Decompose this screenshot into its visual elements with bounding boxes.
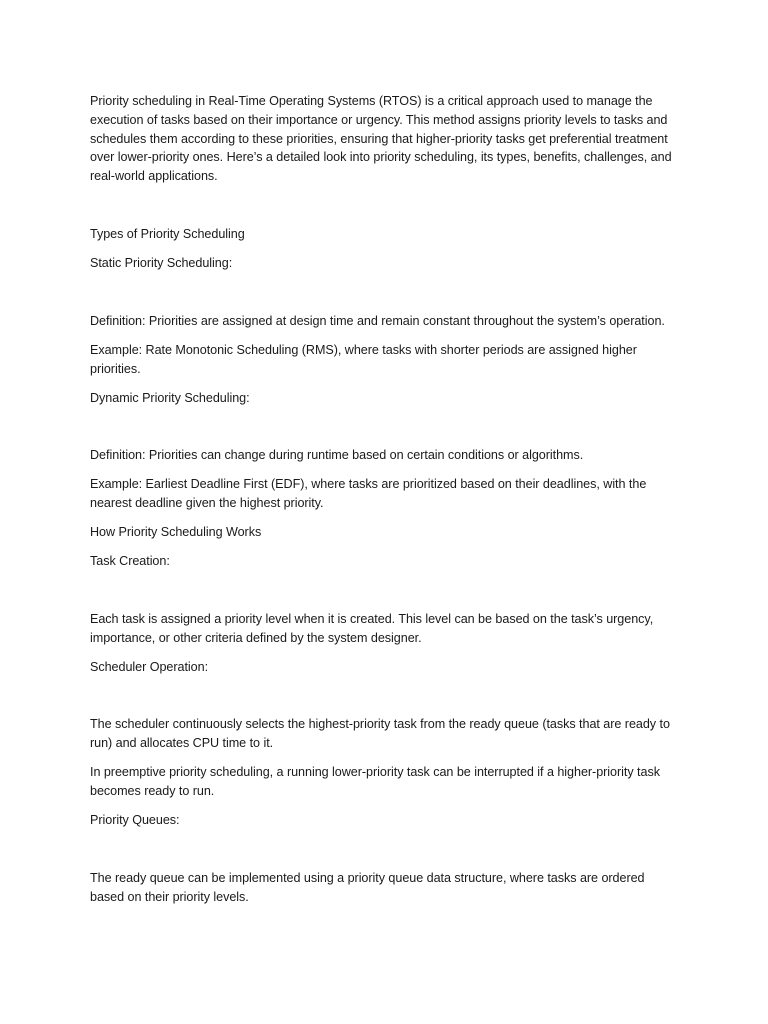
subheading-static-priority: Static Priority Scheduling:: [90, 255, 233, 270]
subheading-scheduler-operation: Scheduler Operation:: [90, 659, 209, 674]
static-example-paragraph: Example: Rate Monotonic Scheduling (RMS), where tasks with shorter periods are assigned higher priorities.: [90, 342, 637, 376]
priority-queues-paragraph: The ready queue can be implemented using a priority queue data structure, where tasks are ordered based on their priority levels.: [90, 870, 645, 904]
subheading-dynamic-priority: Dynamic Priority Scheduling:: [90, 390, 250, 405]
subheading-task-creation: Task Creation:: [90, 554, 170, 569]
preemptive-paragraph: In preemptive priority scheduling, a running lower-priority task can be interrupted if a higher-priority task becomes ready to run.: [90, 765, 660, 799]
document-body: [90, 92, 680, 906]
subheading-priority-queues: Priority Queues:: [90, 813, 180, 828]
scheduler-operation-paragraph: The scheduler continuously selects the highest-priority task from the ready queue (tasks that are ready to run) and allocates CPU time to it.: [90, 717, 670, 751]
task-creation-paragraph: Each task is assigned a priority level when it is created. This level can be based on the task’s urgency, importance, or other criteria defined by the system designer.: [90, 611, 654, 645]
dynamic-example-paragraph: Example: Earliest Deadline First (EDF), where tasks are prioritized based on their deadlines, with the nearest deadline given the highest priority.: [90, 477, 647, 511]
static-definition-paragraph: Definition: Priorities are assigned at design time and remain constant throughout the system’s operation.: [90, 313, 665, 328]
section-heading-types: Types of Priority Scheduling: [90, 226, 245, 241]
section-heading-how-it-works: How Priority Scheduling Works: [90, 525, 262, 540]
intro-paragraph: Priority scheduling in Real-Time Operating Systems (RTOS) is a critical approach used to manage the execution of tasks based on their importance or urgency. This method assigns priority levels to tasks and schedules them according to these priorities, ensuring that higher-priority tasks get preferential treatment over lower-priority ones. Here’s a detailed look into priority scheduling, its types, benefits, challenges, and real-world applications.: [90, 94, 672, 184]
dynamic-definition-paragraph: Definition: Priorities can change during runtime based on certain conditions or algorithms.: [90, 448, 584, 463]
